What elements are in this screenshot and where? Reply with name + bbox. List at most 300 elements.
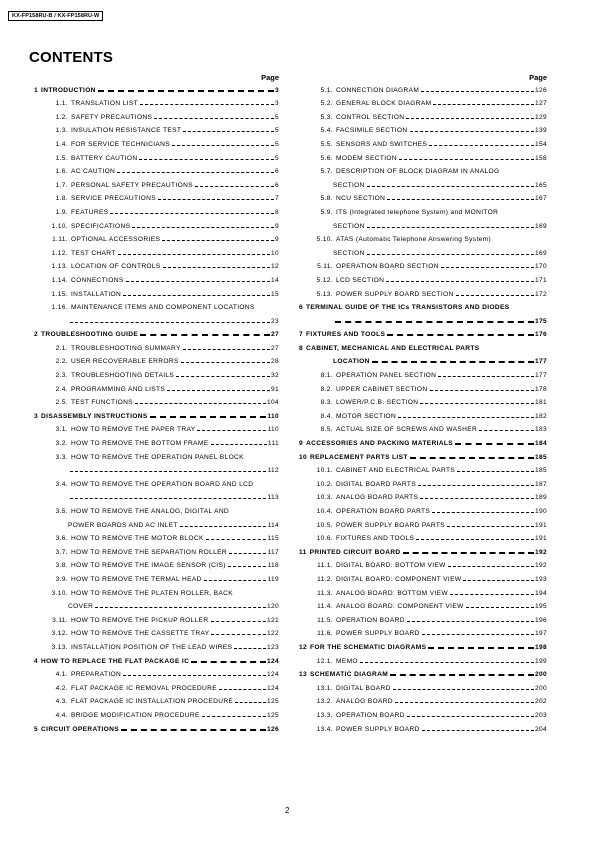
toc-leader-dots	[126, 281, 270, 282]
toc-entry[interactable]	[299, 209, 547, 223]
toc-leader-dots	[180, 526, 267, 527]
toc-leader-dots	[162, 240, 274, 241]
page-number: 2	[285, 806, 290, 815]
toc-entry-number: 5.9.	[320, 208, 333, 216]
toc-entry-title: TERMINAL GUIDE OF THE ICs TRANSISTORS AND DIODES	[306, 304, 510, 312]
toc-entry[interactable]	[34, 630, 279, 644]
toc-entry-title: FIXTURES AND TOOLS	[306, 331, 386, 339]
toc-entry-title: INSTALLATION	[71, 290, 122, 298]
toc-leader-dots	[110, 213, 273, 214]
toc-leader-dots	[367, 227, 534, 228]
toc-entry[interactable]	[299, 100, 547, 114]
toc-entry-title: PERSONAL SAFETY PRECAUTIONS	[71, 181, 193, 189]
toc-entry[interactable]	[34, 413, 279, 427]
toc-entry-number: 1.3.	[55, 127, 68, 135]
toc-entry-number: 5	[34, 725, 39, 733]
toc-entry-number: 4.3.	[55, 698, 68, 706]
toc-entry-number: 10.6.	[316, 535, 333, 543]
toc-entry-title: HOW TO REMOVE THE PICKUP ROLLER	[71, 616, 209, 624]
toc-entry-page: 198	[534, 643, 547, 651]
toc-entry[interactable]	[34, 250, 279, 264]
toc-entry-title: TROUBLESHOOTING DETAILS	[71, 372, 175, 380]
toc-entry[interactable]	[34, 603, 279, 617]
toc-entry[interactable]	[34, 658, 279, 672]
toc-leader-dots	[410, 457, 534, 459]
toc-entry[interactable]	[34, 671, 279, 685]
toc-entry-page: 190	[534, 508, 547, 515]
toc-entry[interactable]	[34, 195, 279, 209]
toc-leader-dots	[70, 322, 270, 323]
toc-entry[interactable]	[34, 726, 279, 740]
toc-leader-dots	[441, 267, 534, 268]
toc-entry-title: ANALOG BOARD: COMPONENT VIEW	[336, 603, 464, 611]
toc-leader-dots	[154, 118, 274, 119]
toc-entry[interactable]	[299, 481, 547, 495]
toc-entry[interactable]	[299, 250, 547, 264]
toc-entry[interactable]	[34, 236, 279, 250]
toc-entry-title: PROGRAMMING AND LISTS	[71, 385, 166, 393]
toc-leader-dots	[202, 716, 266, 717]
toc-entry-number: 3.7.	[55, 548, 68, 556]
toc-entry-number: 3.2.	[55, 440, 68, 448]
toc-entry-number: 1	[34, 86, 39, 94]
toc-entry[interactable]	[34, 440, 279, 454]
toc-entry-number: 11.3.	[317, 589, 333, 597]
toc-entry[interactable]	[34, 535, 279, 549]
toc-entry-number: 5.11.	[317, 263, 333, 271]
toc-entry[interactable]	[299, 467, 547, 481]
toc-entry[interactable]	[299, 685, 547, 699]
toc-entry[interactable]	[299, 630, 547, 644]
toc-entry-page: 118	[267, 562, 279, 570]
toc-entry[interactable]	[299, 562, 547, 576]
toc-entry-page: 204	[534, 725, 547, 733]
toc-entry-page: 3	[274, 100, 279, 108]
toc-leader-dots	[70, 471, 266, 472]
toc-entry-title: CIRCUIT OPERATIONS	[41, 725, 120, 733]
toc-entry-number: 12	[299, 643, 308, 651]
toc-leader-dots	[229, 553, 266, 554]
toc-entry-number: 1.14.	[51, 276, 68, 284]
page-column-header: Page	[529, 73, 547, 82]
toc-entry-page: 193	[534, 575, 547, 583]
toc-leader-dots	[479, 430, 534, 431]
toc-entry-number: 11.4.	[317, 603, 333, 611]
toc-entry-title: MAINTENANCE ITEMS AND COMPONENT LOCATIONS	[71, 304, 255, 312]
toc-entry[interactable]	[299, 345, 547, 359]
toc-entry[interactable]	[299, 726, 547, 740]
toc-entry[interactable]	[34, 481, 279, 495]
toc-entry[interactable]	[34, 685, 279, 699]
toc-entry[interactable]	[34, 644, 279, 658]
toc-leader-dots	[367, 186, 534, 187]
toc-entry-page: 197	[534, 630, 547, 638]
page-column-header: Page	[261, 73, 279, 82]
toc-entry-page: 183	[534, 426, 547, 434]
toc-entry-page: 175	[534, 317, 547, 325]
toc-leader-dots	[118, 254, 270, 255]
toc-entry[interactable]	[34, 87, 279, 101]
toc-entry-title: LOCATION OF CONTROLS	[71, 263, 161, 271]
toc-leader-dots	[432, 512, 534, 513]
toc-entry[interactable]	[299, 114, 547, 128]
toc-entry-page: 125	[266, 711, 279, 719]
toc-entry-title: HOW TO REMOVE THE CASSETTE TRAY	[71, 630, 210, 638]
toc-leader-dots	[422, 634, 534, 635]
toc-entry[interactable]	[34, 168, 279, 182]
toc-entry-title: TROUBLESHOOTING GUIDE	[41, 331, 139, 339]
toc-leader-dots	[235, 702, 266, 703]
toc-entry[interactable]	[299, 291, 547, 305]
toc-entry-title: HOW TO REMOVE THE PLATEN ROLLER, BACK	[71, 589, 233, 597]
toc-entry-title: SENSORS AND SWITCHES	[336, 140, 428, 148]
toc-entry[interactable]	[299, 141, 547, 155]
toc-entry-page: 5	[274, 113, 279, 121]
toc-entry[interactable]	[34, 141, 279, 155]
toc-entry-title: TEST CHART	[71, 249, 116, 257]
toc-entry[interactable]	[299, 87, 547, 101]
toc-entry-page: 115	[267, 535, 279, 543]
toc-entry-page: 154	[534, 140, 547, 148]
toc-entry[interactable]	[299, 440, 547, 454]
toc-entry-page: 124	[266, 671, 279, 679]
toc-leader-dots	[197, 430, 266, 431]
toc-entry[interactable]	[299, 263, 547, 277]
toc-entry[interactable]	[299, 712, 547, 726]
toc-entry-page: 158	[534, 154, 547, 162]
toc-entry-title: SERVICE PRECAUTIONS	[71, 195, 156, 203]
toc-entry[interactable]	[34, 304, 279, 318]
toc-entry-number: 1.10.	[51, 222, 68, 230]
toc-leader-dots	[211, 621, 266, 622]
toc-entry-page: 167	[534, 195, 547, 203]
toc-leader-dots	[407, 716, 534, 717]
toc-entry-page: 182	[534, 412, 547, 420]
toc-entry-number: 3.3.	[55, 453, 68, 461]
toc-entry-title: SAFETY PRECAUTIONS	[71, 113, 153, 121]
toc-entry-title: DESCRIPTION OF BLOCK DIAGRAM IN ANALOG	[336, 168, 500, 176]
toc-entry-title: INSULATION RESISTANCE TEST	[71, 127, 182, 135]
toc-entry-number: 13.3.	[316, 711, 333, 719]
toc-entry-title: DIGITAL BOARD: COMPONENT VIEW	[336, 575, 462, 583]
toc-entry[interactable]	[299, 331, 547, 345]
toc-entry-title: COVER	[68, 603, 94, 611]
toc-entry-title: FLAT PACKAGE IC REMOVAL PROCEDURE	[71, 684, 218, 692]
toc-entry[interactable]	[34, 712, 279, 726]
toc-leader-dots	[234, 648, 266, 649]
toc-entry-number: 2.3.	[55, 372, 68, 380]
toc-entry-page: 12	[270, 263, 279, 271]
toc-leader-dots	[139, 159, 274, 160]
toc-leader-dots	[211, 634, 265, 635]
toc-entry-number: 1.7.	[55, 181, 68, 189]
toc-leader-dots	[393, 689, 534, 690]
toc-leader-dots	[367, 254, 534, 255]
toc-leader-dots	[433, 104, 534, 105]
toc-leader-dots	[228, 566, 267, 567]
toc-entry[interactable]	[299, 399, 547, 413]
toc-entry-number: 11	[299, 548, 307, 556]
toc-entry-title: DIGITAL BOARD	[336, 684, 391, 692]
toc-entry-title: CONNECTIONS	[71, 276, 124, 284]
toc-entry[interactable]	[299, 658, 547, 672]
toc-entry-number: 4.1.	[55, 671, 68, 679]
toc-leader-dots	[140, 104, 274, 105]
toc-leader-dots	[121, 729, 266, 731]
toc-entry-title: FOR THE SCHEMATIC DIAGRAMS	[310, 643, 427, 651]
toc-entry-title: PRINTED CIRCUIT BOARD	[309, 548, 401, 556]
toc-entry[interactable]	[34, 345, 279, 359]
toc-entry-title: CONNECTION DIAGRAM	[336, 86, 420, 94]
toc-entry[interactable]	[299, 127, 547, 141]
toc-entry-title: MODEM SECTION	[336, 154, 397, 162]
toc-entry-number: 5.13.	[316, 290, 333, 298]
toc-entry-page: 27	[270, 344, 279, 352]
toc-entry-page: 171	[534, 276, 547, 284]
toc-entry-number: 2	[34, 331, 39, 339]
toc-leader-dots	[150, 416, 267, 418]
toc-entry[interactable]	[299, 576, 547, 590]
toc-entry-number: 8.5.	[320, 426, 333, 434]
toc-entry[interactable]	[34, 209, 279, 223]
toc-entry[interactable]	[299, 617, 547, 631]
toc-entry[interactable]	[34, 358, 279, 372]
toc-entry[interactable]	[299, 671, 547, 685]
toc-entry[interactable]	[34, 426, 279, 440]
toc-entry[interactable]	[299, 603, 547, 617]
toc-entry-title: ACCESSORIES AND PACKING MATERIALS	[306, 440, 454, 448]
toc-leader-dots	[167, 390, 270, 391]
toc-entry[interactable]	[299, 304, 547, 318]
toc-entry-page: 3	[274, 86, 279, 94]
toc-leader-dots	[163, 267, 270, 268]
toc-entry[interactable]	[299, 698, 547, 712]
toc-leader-dots	[438, 376, 534, 377]
toc-entries-right	[299, 87, 547, 740]
toc-entry-page: 9	[274, 222, 279, 230]
toc-entry-page: 23	[270, 317, 279, 325]
toc-entry-page: 185	[534, 467, 547, 475]
toc-entry[interactable]	[34, 277, 279, 291]
toc-entry[interactable]	[299, 386, 547, 400]
toc-entry[interactable]	[34, 698, 279, 712]
toc-leader-dots	[176, 376, 270, 377]
toc-entry-number: 1.5.	[55, 154, 68, 162]
toc-entry[interactable]	[299, 413, 547, 427]
toc-entry-title: CONTROL SECTION	[336, 113, 405, 121]
toc-entry-title: MOTOR SECTION	[336, 412, 397, 420]
toc-entry[interactable]	[34, 467, 279, 481]
toc-entry[interactable]	[34, 155, 279, 169]
toc-entry[interactable]	[299, 168, 547, 182]
toc-entry[interactable]	[34, 508, 279, 522]
toc-entry-title: NCU SECTION	[336, 195, 386, 203]
toc-entry-title: OPERATION BOARD	[336, 711, 405, 719]
toc-leader-dots	[195, 186, 274, 187]
toc-entry[interactable]	[299, 535, 547, 549]
toc-entry-page: 176	[534, 331, 547, 339]
toc-entry[interactable]	[299, 372, 547, 386]
toc-leader-dots	[416, 539, 534, 540]
toc-entry-page: 7	[274, 195, 279, 203]
toc-entry[interactable]	[299, 318, 547, 332]
toc-entry[interactable]	[299, 236, 547, 250]
toc-entry[interactable]	[299, 590, 547, 604]
toc-leader-dots	[387, 334, 534, 336]
toc-entry[interactable]	[34, 291, 279, 305]
toc-leader-dots	[386, 281, 534, 282]
toc-entry-page: 178	[534, 385, 547, 393]
toc-entry-page: 8	[274, 208, 279, 216]
toc-entry-number: 13.4.	[316, 725, 333, 733]
toc-leader-dots	[390, 674, 534, 676]
toc-entry-number: 3.5.	[55, 508, 68, 515]
toc-entry[interactable]	[34, 114, 279, 128]
toc-entry[interactable]	[299, 522, 547, 536]
toc-entry[interactable]	[34, 522, 279, 536]
toc-leader-dots	[98, 90, 274, 92]
toc-leader-dots	[428, 647, 534, 649]
toc-entry-page: 121	[266, 616, 279, 624]
toc-entry-number: 3.8.	[55, 562, 68, 570]
toc-entry-title: FACSIMILE SECTION	[336, 127, 408, 135]
toc-entry-title: SECTION	[333, 249, 365, 257]
toc-entry-page: 191	[534, 535, 547, 543]
toc-entry[interactable]	[34, 454, 279, 468]
toc-entry[interactable]	[34, 617, 279, 631]
toc-entry-page: 127	[534, 100, 547, 108]
toc-entry[interactable]	[34, 590, 279, 604]
toc-entry-page: 6	[274, 168, 279, 176]
toc-entry-number: 5.5.	[320, 140, 333, 148]
toc-leader-dots	[420, 403, 534, 404]
toc-entry[interactable]	[299, 549, 547, 563]
toc-leader-dots	[123, 675, 266, 676]
toc-entry-page: 196	[534, 616, 547, 624]
toc-leader-dots	[132, 227, 274, 228]
toc-entry-number: 2.2.	[55, 358, 68, 366]
toc-entry[interactable]	[34, 331, 279, 345]
toc-entry-number: 10.1.	[316, 467, 333, 475]
toc-entry[interactable]	[299, 494, 547, 508]
toc-entry-number: 5.10.	[316, 236, 333, 244]
toc-entry[interactable]	[34, 182, 279, 196]
toc-entry[interactable]	[34, 562, 279, 576]
toc-entry-title: POWER SUPPLY BOARD	[336, 725, 420, 733]
toc-entry-number: 3.11.	[52, 616, 68, 624]
toc-entry[interactable]	[34, 494, 279, 508]
toc-entry-page: 202	[534, 698, 547, 706]
toc-leader-dots	[335, 321, 534, 323]
toc-entry[interactable]	[299, 508, 547, 522]
toc-entry-number: 4	[34, 657, 39, 665]
toc-entry-number: 2.1.	[55, 344, 68, 352]
toc-entry-page: 187	[534, 480, 547, 488]
toc-entry-page: 104	[266, 399, 279, 407]
toc-entry[interactable]	[34, 318, 279, 332]
toc-entry[interactable]	[299, 277, 547, 291]
toc-entry-number: 3.6.	[55, 535, 68, 543]
toc-entry[interactable]	[299, 426, 547, 440]
toc-entry-page: 189	[534, 494, 547, 502]
toc-entry-number: 7	[299, 331, 304, 339]
toc-entry[interactable]	[34, 100, 279, 114]
toc-entry-title: PREPARATION	[71, 671, 122, 679]
toc-entry-page: 125	[266, 698, 279, 706]
toc-entry-number: 13.1.	[316, 684, 333, 692]
toc-entry-page: 28	[270, 358, 279, 366]
toc-entry-page: 169	[534, 249, 547, 257]
toc-entry-title: HOW TO REMOVE THE MOTOR BLOCK	[71, 535, 204, 543]
toc-entry[interactable]	[299, 454, 547, 468]
toc-entry[interactable]	[299, 155, 547, 169]
toc-entry-number: 13.2.	[316, 698, 333, 706]
toc-entry-page: 5	[274, 154, 279, 162]
toc-leader-dots	[387, 199, 534, 200]
toc-entry-page: 110	[267, 412, 279, 420]
toc-entry-title: HOW TO REMOVE THE SEPARATION ROLLER	[71, 548, 227, 556]
toc-entry-number: 1.16.	[51, 304, 68, 312]
toc-entry[interactable]	[34, 399, 279, 413]
toc-entry-title: POWER SUPPLY BOARD PARTS	[336, 521, 446, 529]
toc-entry-title: ATAS (Automatic Telephone Answering System)	[336, 236, 492, 244]
toc-entry[interactable]	[34, 372, 279, 386]
toc-leader-dots	[158, 199, 274, 200]
toc-leader-dots	[204, 580, 267, 581]
toc-entry-number: 10.4.	[316, 508, 333, 515]
toc-entry[interactable]	[299, 182, 547, 196]
toc-leader-dots	[123, 295, 270, 296]
toc-entry[interactable]	[34, 386, 279, 400]
toc-entry[interactable]	[299, 358, 547, 372]
toc-entry-number: 3.12.	[51, 630, 68, 638]
toc-entry-title: MEMO	[336, 657, 358, 665]
toc-leader-dots	[420, 498, 534, 499]
toc-entry-title: LCD SECTION	[336, 276, 385, 284]
toc-leader-dots	[206, 539, 267, 540]
toc-entry[interactable]	[299, 223, 547, 237]
toc-entry-title: OPERATION BOARD PARTS	[336, 508, 431, 515]
toc-entry-page: 114	[267, 521, 279, 529]
toc-entry-title: FLAT PACKAGE IC INSTALLATION PROCEDURE	[71, 698, 234, 706]
toc-entry-title: OPERATION BOARD SECTION	[336, 263, 439, 271]
toc-entry[interactable]	[34, 263, 279, 277]
toc-entry-page: 5	[274, 127, 279, 135]
toc-entry-number: 5.7.	[320, 168, 333, 176]
toc-leader-dots	[181, 362, 270, 363]
toc-leader-dots	[211, 444, 267, 445]
toc-entry-number: 11.1.	[317, 562, 333, 570]
toc-entry[interactable]	[299, 644, 547, 658]
toc-entry-number: 2.4.	[55, 385, 68, 393]
toc-entry-title: FOR SERVICE TECHNICIANS	[71, 140, 171, 148]
toc-entry-page: 10	[270, 249, 279, 257]
toc-entry[interactable]	[34, 549, 279, 563]
toc-entry-page: 6	[274, 181, 279, 189]
toc-entry[interactable]	[34, 127, 279, 141]
toc-leader-dots	[457, 471, 534, 472]
toc-entry[interactable]	[34, 576, 279, 590]
toc-leader-dots	[117, 172, 274, 173]
toc-entry[interactable]	[299, 195, 547, 209]
toc-entry-title: DIGITAL BOARD PARTS	[336, 480, 417, 488]
toc-entry-title: UPPER CABINET SECTION	[336, 385, 428, 393]
toc-entry[interactable]	[34, 223, 279, 237]
toc-entry-number: 8.3.	[320, 399, 333, 407]
toc-entry-page: 177	[534, 358, 547, 366]
toc-entry-number: 12.1.	[316, 657, 333, 665]
toc-entry-page: 111	[267, 440, 279, 448]
